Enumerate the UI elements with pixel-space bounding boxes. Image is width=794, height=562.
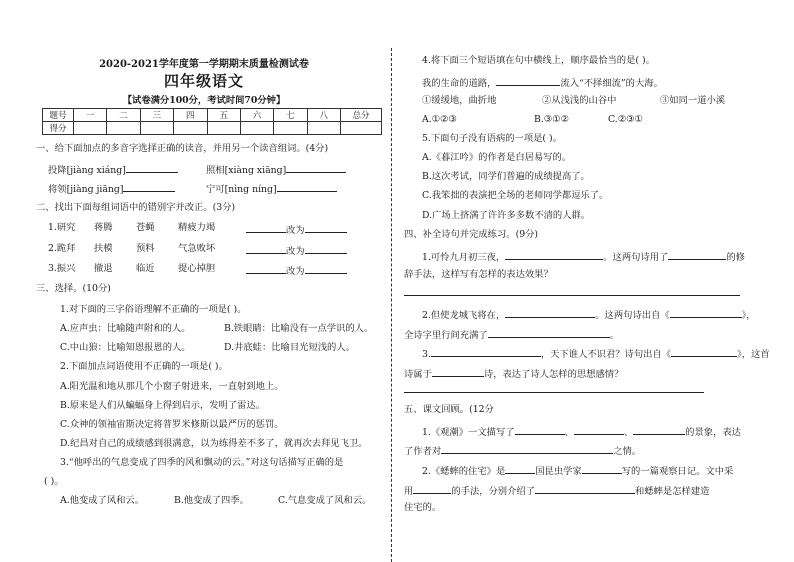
q4-text: 3. [422,349,431,360]
q1-item [206,181,337,196]
q5-text: 住宅的。 [404,502,442,513]
q4-text: ，天下谁人不识君？诗句出自《 [540,349,672,360]
q4-poem-line [422,249,745,264]
score-table-score-row [43,122,382,135]
score-input-cell[interactable] [140,122,173,135]
score-input-cell[interactable] [107,122,140,135]
q2-word: 气急败坏 [178,243,216,254]
answer-blank[interactable] [496,75,560,86]
q4-text: 的修 [726,252,745,263]
q2-word: 3.振兴 [48,263,76,274]
q5-text: 写的一篇观察日记。文中采 [621,466,734,477]
q3-option: A.应声虫：比喻随声附和的人。 [60,323,191,334]
subject-title: 四年级语文 [163,72,244,90]
answer-blank[interactable] [574,424,624,435]
answer-blank[interactable] [413,483,451,494]
q3-option: C.气息变成了风和云。 [278,495,372,506]
q4-poem-line [422,346,770,361]
q5-heading: 五、课文回顾。(12分 [404,404,494,415]
q4-heading: 四、补全诗句并完成练习。(9分) [404,229,539,240]
answer-blank[interactable] [123,181,175,192]
q5-text: 了作者对 [404,446,442,457]
q3-option: D.广场上挤满了许许多多数不清的人群。 [422,210,591,221]
answer-blank[interactable] [505,307,595,318]
q5-text: 、 [564,427,574,438]
q2-word: 蒋腾 [94,222,113,233]
score-table-cell: 二 [107,109,140,122]
answer-blank[interactable] [431,346,541,357]
answer-blank[interactable] [671,346,737,357]
q2-fix-label: 改为 [286,225,305,236]
answer-blank[interactable] [505,249,603,260]
q3-option: B.原来是人们从蝙蝠身上得到启示，发明了雷达。 [60,400,266,411]
score-input-cell[interactable] [240,122,273,135]
score-table-cell: 四 [174,109,207,122]
q2-word: 提心掉胆 [178,263,216,274]
q3-option: A.他变成了风和云。 [60,495,145,506]
answer-blank[interactable] [246,222,286,233]
score-table-cell: 总分 [341,109,382,122]
score-table-cell: 六 [240,109,273,122]
q4-poem-line [404,327,619,342]
answer-line[interactable] [404,295,740,296]
q2-word: 临近 [136,263,155,274]
q4-text: 。这两句诗用了 [603,252,669,263]
score-input-cell[interactable] [174,122,207,135]
answer-blank[interactable] [515,424,565,435]
q1-word: 照相[xiàng xiāng] [206,165,287,176]
answer-blank[interactable] [305,263,347,274]
answer-blank[interactable] [488,327,610,338]
year-title: 2020-2021学年度第一学期期末质量检测试卷 [99,59,309,70]
score-table [42,108,382,135]
column-divider [391,48,392,562]
score-table-cell: 一 [74,109,107,122]
q1-word: 将领[jiàng jiāng] [48,184,124,195]
q3-sentence-text: 我的生命的道路， [422,78,497,89]
answer-blank[interactable] [286,162,346,173]
q3-answer-bracket: ( )。 [44,476,64,487]
q2-word: 苍蝇 [136,222,155,233]
q3-question: 5.下面句子没有语病的一项是( )。 [422,133,562,144]
q3-option: B.③①② [534,114,569,125]
answer-blank[interactable] [582,463,622,474]
q3-option: B.铁眼睛：比喻没有一点学识的人。 [224,323,374,334]
q3-option: B.他变成了四季。 [174,495,249,506]
answer-blank[interactable] [277,181,337,192]
q4-text: 》，这首 [737,349,770,360]
q2-row [48,222,378,234]
q5-text: 2.《蟋蟀的住宅》是 [422,466,506,477]
q2-word: 1.研究 [48,222,76,233]
q3-option: A.①②③ [422,114,457,125]
q2-word: 撤退 [94,263,113,274]
answer-blank[interactable] [441,443,613,454]
answer-blank[interactable] [246,243,286,254]
answer-blank[interactable] [535,483,635,494]
q5-text: 、 [623,427,634,438]
q3-option: ③如同一道小溪 [660,95,726,106]
score-table-cell: 三 [140,109,173,122]
score-input-cell[interactable] [341,122,382,135]
score-table-cell: 题号 [43,109,74,122]
q2-word: 精疲力竭 [178,222,216,233]
q3-heading: 三、选择。(10分) [36,283,111,294]
q2-fix-label: 改为 [286,246,305,257]
q3-sentence [422,75,663,90]
q5-text: 和蟋蟀是怎样建造 [635,486,710,497]
q1-item [206,162,346,177]
q3-option: C.我笨拙的表演把全场的老师同学都逗乐了。 [422,190,609,201]
q2-word: 扶模 [94,243,113,254]
q3-question: 3.“他呼出的气息变成了四季的风和飘动的云。”对这句话描写正确的是 [60,457,344,468]
q5-text: 国昆虫学家 [535,466,582,477]
q3-option: C.中山狼：比喻知恩报恩的人。 [60,342,191,353]
answer-blank[interactable] [633,424,685,435]
answer-line[interactable] [404,392,704,393]
exam-info: 【试卷满分100分，考试时间70分钟】 [122,95,286,106]
q2-row [48,263,378,275]
score-table-cell: 得分 [43,122,74,135]
q3-option: D.纪昌对自己的成绩感到很满意，以为练得差不多了，就再次去拜见飞卫。 [60,438,368,449]
q1-word: 投降[jiàng xiáng] [48,165,126,176]
q4-text: 诗，表达了诗人怎样的思想感情？ [483,369,624,380]
q4-text: 2.但使龙城飞将在， [422,310,506,321]
q4-poem-line [422,307,756,322]
q1-item [48,162,178,177]
answer-blank[interactable] [432,366,484,377]
q4-text: 诗属于 [404,369,432,380]
score-input-cell[interactable] [307,122,340,135]
q5-line [422,424,741,439]
q4-text: 1.可怜九月初三夜， [422,252,506,263]
q5-line [422,463,733,478]
score-input-cell[interactable] [274,122,307,135]
q5-text: 之情。 [613,446,642,457]
q3-option: D.井底蛙：比喻目光短浅的人。 [224,342,355,353]
q3-option: C.众神的领袖宙斯决定将普罗米修斯以最严厉的惩罚。 [60,419,284,430]
q3-option: ①缓缓地，曲折地 [422,95,497,106]
answer-blank[interactable] [246,263,286,274]
answer-blank[interactable] [126,162,178,173]
score-input-cell[interactable] [74,122,107,135]
q2-heading: 二、找出下面每组词语中的错别字并改正。(3分) [36,202,236,213]
q3-option: A.阳光温和地从那几个小窗子射进来，一直射到地上。 [60,381,284,392]
answer-blank[interactable] [305,243,347,254]
score-input-cell[interactable] [207,122,240,135]
q5-text: 1.《观潮》一文描写了 [422,427,515,438]
q3-option: ②从浅浅的山谷中 [542,95,617,106]
q3-option: B.这次考试，同学们普遍的成绩提高了。 [422,171,590,182]
answer-blank[interactable] [305,222,347,233]
q2-row [48,243,378,255]
q1-heading: 一、给下面加点的多音字选择正确的读音，并用另一个读音组词。(4分) [36,143,329,154]
answer-blank[interactable] [668,249,726,260]
q2-word: 2.跪拜 [48,243,76,254]
answer-blank[interactable] [670,307,742,318]
q4-text: 辞手法，这样写有怎样的表达效果？ [404,269,553,280]
q5-text: 的景象，表达 [685,427,741,438]
q3-option: C.②③① [608,114,643,125]
q3-question: 4.将下面三个短语填在句中横线上，顺序最恰当的是( )。 [422,55,655,66]
q4-text: 。这两句诗出自《 [595,310,670,321]
score-table-cell: 五 [207,109,240,122]
q3-question: 2.下面加点词语使用不正确的一项是( )。 [60,361,228,372]
q4-text: 全诗字里行间充满了 [404,330,488,341]
answer-blank[interactable] [505,463,535,474]
q5-line [404,443,641,458]
q1-item [48,181,175,196]
q1-word: 宁可[nìng níng] [206,184,277,195]
q4-poem-line [404,366,623,381]
q5-line [404,483,709,498]
q3-sentence-text: 流入“不择细流”的大海。 [560,78,663,89]
score-table-cell: 八 [307,109,340,122]
q4-text: 。 [609,330,619,341]
q4-text: 》， [741,310,756,321]
q3-question: 1.对下面的三字俗语理解不正确的一项是( )。 [60,304,247,315]
q2-word: 预料 [136,243,155,254]
q5-text: 的手法，分别介绍了 [451,486,535,497]
q3-option: A.《暮江吟》的作者是白居易写的。 [422,152,572,163]
q5-text: 用 [404,486,414,497]
q2-fix-label: 改为 [286,266,305,277]
score-table-cell: 七 [274,109,307,122]
score-table-header-row [43,109,382,122]
